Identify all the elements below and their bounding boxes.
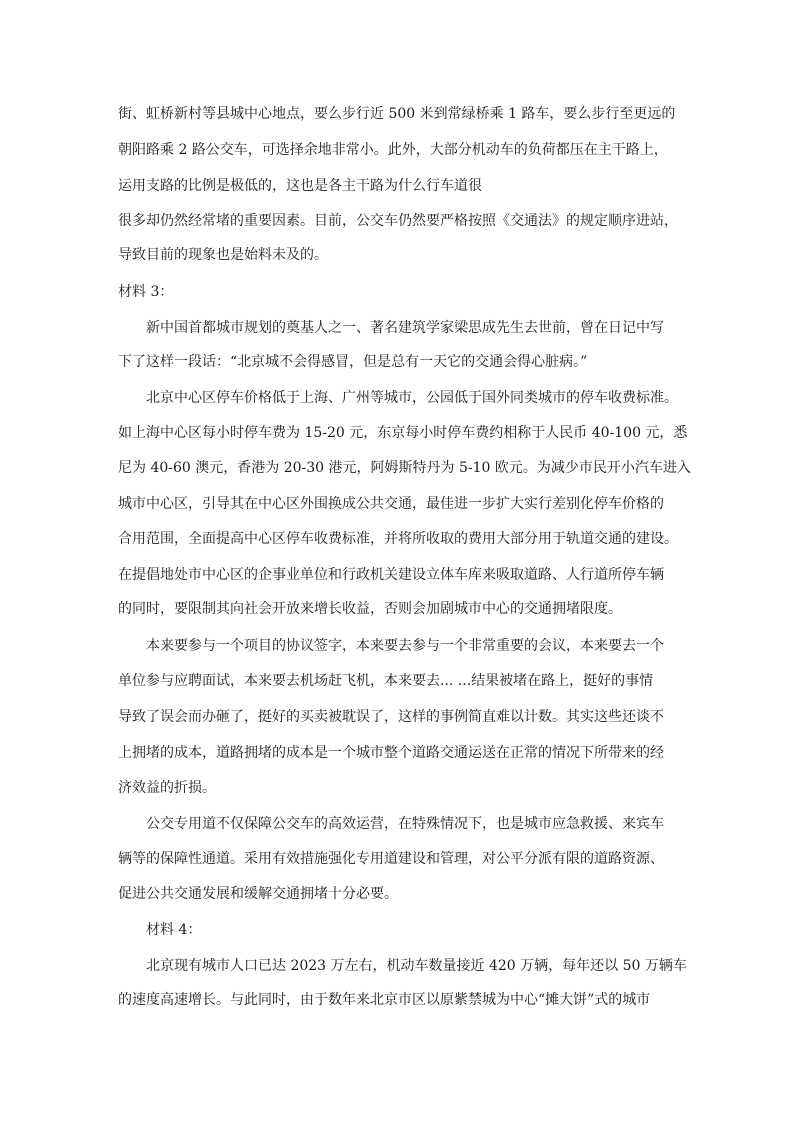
paragraph-start: 新中国首都城市规划的奠基人之一、著名建筑学家梁思成先生去世前，曾在日记中写 (146, 320, 664, 336)
text-line: 的速度高速增长。与此同时，由于数年来北京市区以原紫禁城为中心“摊大饼”式的城市 (118, 992, 651, 1008)
text-line: 济效益的折损。 (118, 780, 216, 796)
paragraph-start: 本来要参与一个项目的协议签字，本来要去参与一个非常重要的会议，本来要去一个 (146, 638, 664, 654)
text-line: 街、虹桥新村等县城中心地点，要么步行近 500 米到常绿桥乘 1 路车，要么步行至更远的 (118, 106, 676, 122)
text-line: 促进公共交通发展和缓解交通拥堵十分必要。 (118, 886, 398, 902)
section-heading: 材料 3： (118, 284, 174, 300)
text-line: 导致了误会而办砸了，挺好的买卖被耽误了，这样的事例简直难以计数。其实这些还谈不 (118, 709, 664, 725)
text-line: 城市中心区，引导其在中心区外围换成公共交通，最佳进一步扩大实行差别化停车价格的 (118, 496, 664, 512)
text-line: 下了这样一段话：“北京城不会得感冒，但是总有一天它的交通会得心脏病。” (118, 354, 588, 370)
text-line: 的同时，要限制其向社会开放来增长收益，否则会加剧城市中心的交通拥堵限度。 (118, 601, 622, 617)
section-heading: 材料 4： (146, 922, 202, 938)
paragraph-start: 北京中心区停车价格低于上海、广州等城市，公园低于国外同类城市的停车收费标准。 (146, 390, 678, 406)
text-line: 运用支路的比例是极低的，这也是各主干路为什么行车道很 (118, 178, 482, 194)
text-line: 朝阳路乘 2 路公交车，可选择余地非常小。此外，大部分机动车的负荷都压在主干路上， (118, 142, 668, 158)
text-line: 很多却仍然经常堵的重要因素。目前，公交车仍然要严格按照《交通法》的规定顺序进站， (118, 213, 678, 229)
text-line: 合用范围，全面提高中心区停车收费标准，并将所收取的费用大部分用于轨道交通的建设。 (118, 531, 678, 547)
text-line: 如上海中心区每小时停车费为 15-20 元，东京每小时停车费约相称于人民币 40-100 元，悉 (118, 425, 688, 441)
text-line: 辆等的保障性通道。采用有效措施强化专用道建设和管理，对公平分派有限的道路资源、 (118, 851, 664, 867)
text-line: 尼为 40-60 澳元，香港为 20-30 港元，阿姆斯特丹为 5-10 欧元。为减少市民开小汽车进入 (118, 460, 691, 476)
paragraph-start: 公交专用道不仅保障公交车的高效运营，在特殊情况下，也是城市应急救援、来宾车 (146, 816, 664, 832)
text-line: 单位参与应聘面试，本来要去机场赶飞机，本来要去... ...结果被堵在路上，挺好的事情 (118, 673, 654, 689)
text-line: 导致目前的现象也是始料未及的。 (118, 247, 328, 263)
paragraph-start: 北京现有城市人口已达 2023 万左右，机动车数量接近 420 万辆，每年还以 50 万辆车 (146, 958, 687, 974)
text-line: 在提倡地处市中心区的企事业单位和行政机关建设立体车库来吸取道路、人行道所停车辆 (118, 567, 664, 583)
text-line: 上拥堵的成本，道路拥堵的成本是一个城市整个道路交通运送在正常的情况下所带来的经 (118, 745, 664, 761)
